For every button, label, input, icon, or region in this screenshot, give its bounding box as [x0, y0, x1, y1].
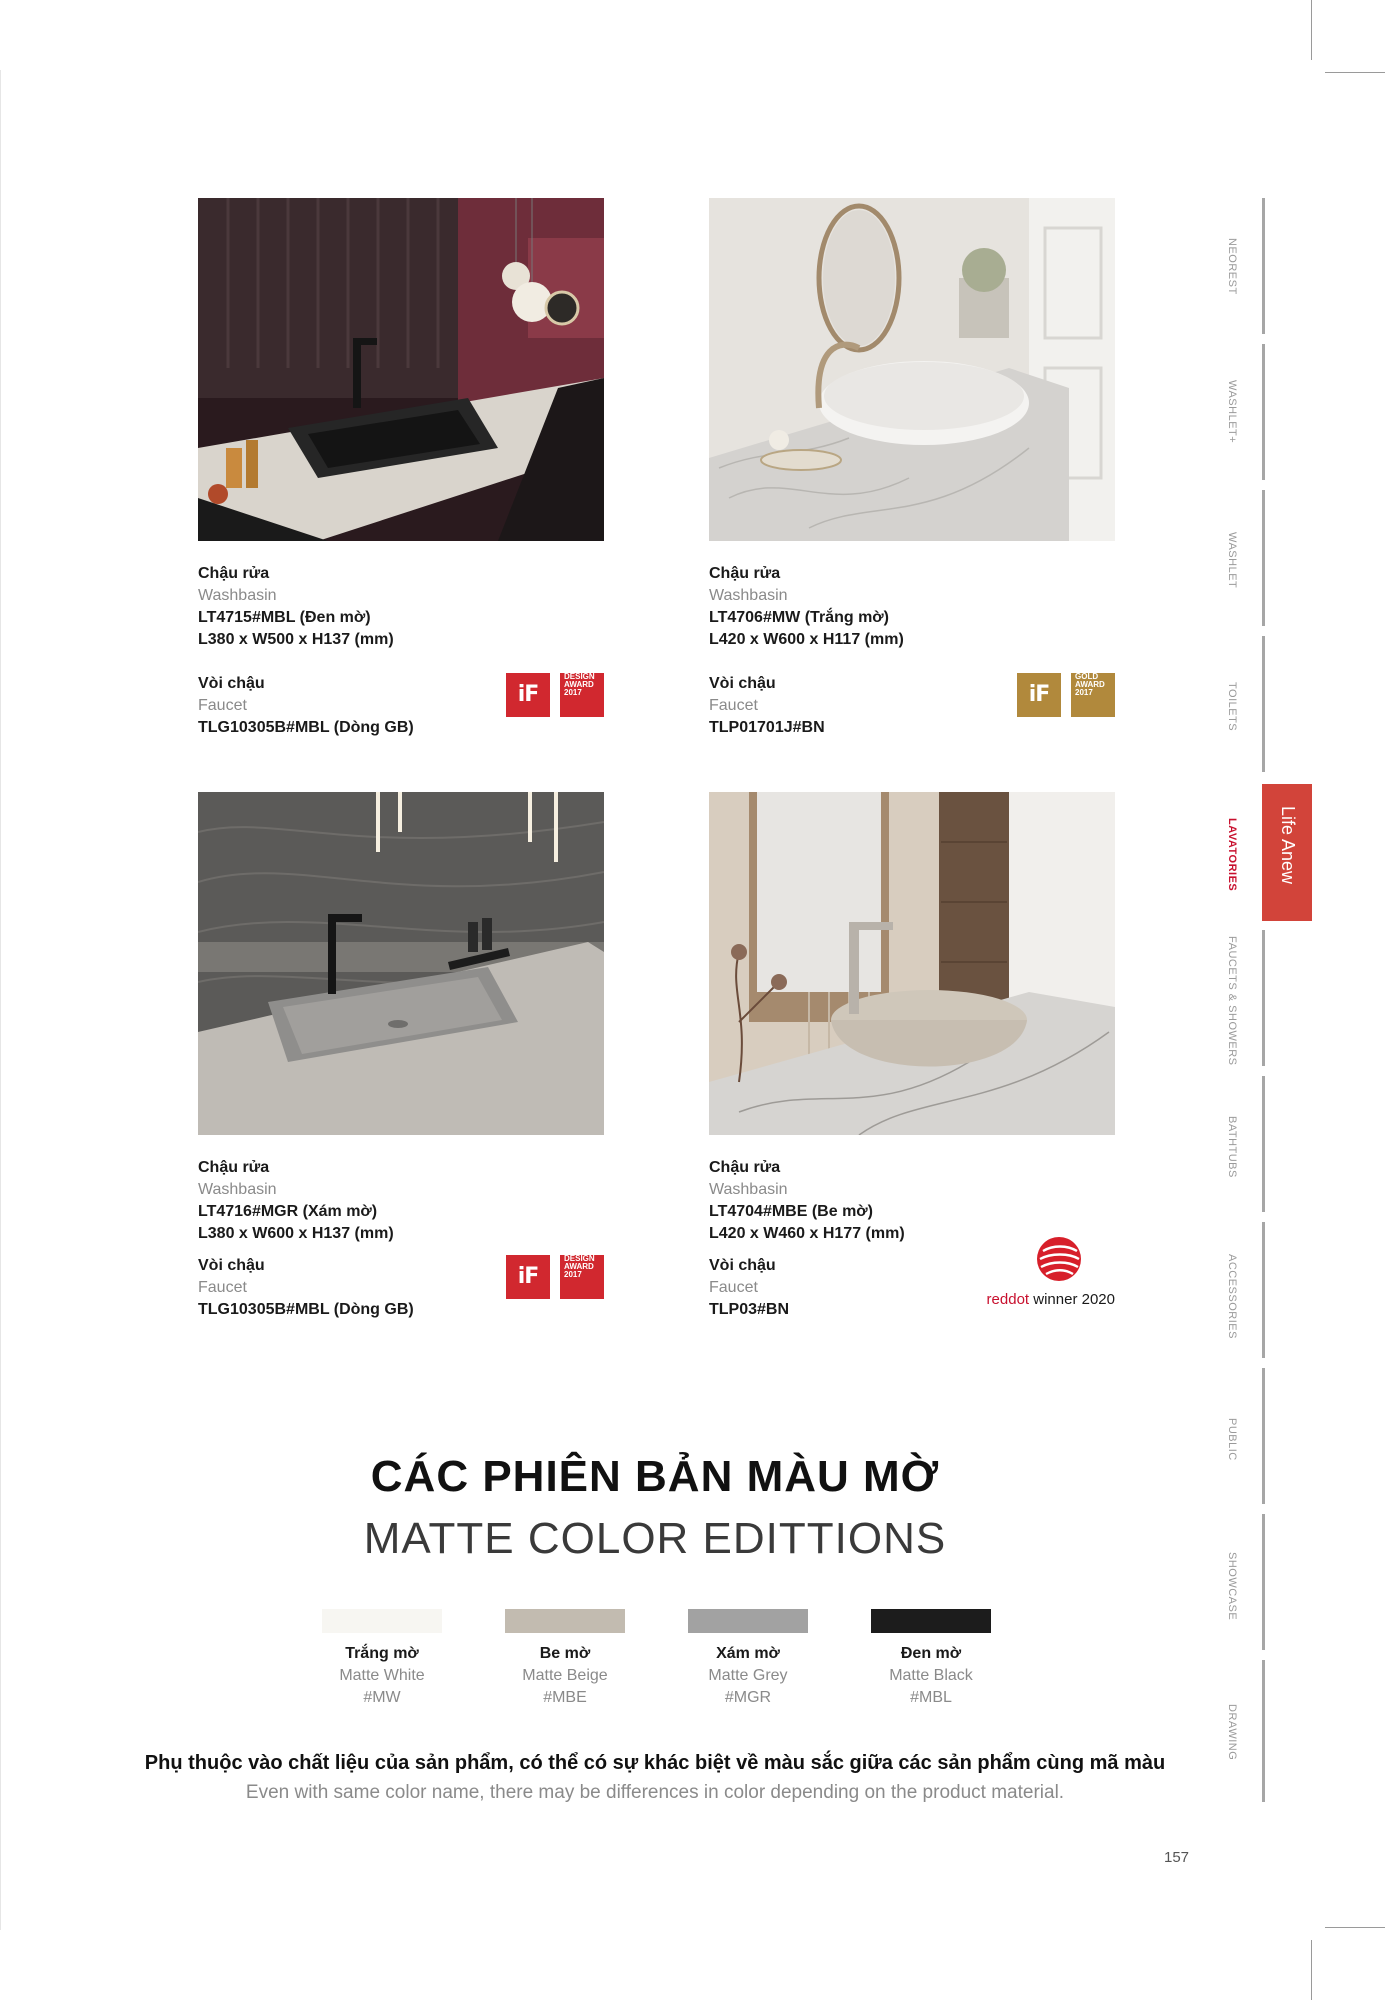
- product-info: [198, 1157, 604, 1321]
- if-gold-award-badge: [1017, 673, 1115, 717]
- product-photo-black-basin: [198, 198, 604, 541]
- product-card-2: [709, 198, 1115, 739]
- basin-code: LT4716#MGR (Xám mờ): [198, 1203, 378, 1220]
- basin-code: LT4715#MBL (Đen mờ): [198, 609, 371, 626]
- swatch-matte-white: [322, 1609, 442, 1709]
- product-info: [709, 1157, 1115, 1321]
- swatch-code: #MGR: [724, 1689, 772, 1706]
- faucet-code: TLP01701J#BN: [709, 719, 825, 736]
- side-nav-bar: [1262, 930, 1265, 1066]
- swatch-name-vi: Be mờ: [539, 1645, 591, 1662]
- if-logo-icon: iF: [1017, 673, 1061, 717]
- faucet-label: Vòi chậu: [709, 1257, 776, 1274]
- swatch-matte-beige: [505, 1609, 625, 1709]
- product-card-3: [198, 792, 604, 1321]
- swatch-code: #MBL: [910, 1689, 952, 1706]
- side-nav-bar: [1262, 1660, 1265, 1802]
- faucet-label: Vòi chậu: [198, 1257, 265, 1274]
- color-note-vi: Phụ thuộc vào chất liệu của sản phẩm, có thể có sự khác biệt về màu sắc giữa các sản phẩm cùng mã màu: [144, 1752, 1166, 1774]
- swatch-name-en: Matte Beige: [522, 1667, 608, 1684]
- swatch-name-en: Matte Black: [889, 1667, 973, 1684]
- basin-label-en: Washbasin: [709, 587, 788, 604]
- faucet-label-en: Faucet: [198, 1279, 247, 1296]
- faucet-label-en: Faucet: [198, 697, 247, 714]
- faucet-label-en: Faucet: [709, 697, 758, 714]
- active-section-tab[interactable]: [1262, 784, 1312, 921]
- basin-label: Chậu rửa: [709, 565, 781, 582]
- basin-code: LT4704#MBE (Be mờ): [709, 1203, 874, 1220]
- swatch-name-vi: Trắng mờ: [345, 1645, 419, 1662]
- basin-label: Chậu rửa: [198, 1159, 270, 1176]
- swatch-name-en: Matte White: [339, 1667, 425, 1684]
- product-photo-grey-basin: [198, 792, 604, 1135]
- basin-label-en: Washbasin: [198, 587, 277, 604]
- side-nav-bar: [1262, 1368, 1265, 1504]
- faucet-code: TLG10305B#MBL (Dòng GB): [198, 1301, 414, 1318]
- reddot-award-badge: [975, 1235, 1115, 1311]
- page-edge: [0, 70, 1, 1930]
- basin-dimensions: L420 x W600 x H117 (mm): [709, 631, 904, 648]
- faucet-label: Vòi chậu: [198, 675, 265, 692]
- basin-label: Chậu rửa: [198, 565, 270, 582]
- basin-label-en: Washbasin: [709, 1181, 788, 1198]
- section-subtitle: MATTE COLOR EDITTIONS: [363, 1514, 947, 1563]
- product-info: [709, 563, 1115, 739]
- swatch-code: #MW: [363, 1689, 401, 1706]
- reddot-logo-icon: [1035, 1235, 1083, 1283]
- page-number: 157: [1164, 1849, 1190, 1866]
- side-nav-bar: [1262, 636, 1265, 772]
- active-section-tab-label: Life Anew: [1278, 806, 1298, 885]
- product-info: [198, 563, 604, 739]
- color-note-en: Even with same color name, there may be differences in color depending on the product material.: [245, 1782, 1065, 1803]
- award-text: DESIGN AWARD 2017: [560, 673, 604, 717]
- basin-dimensions: L380 x W500 x H137 (mm): [198, 631, 394, 648]
- side-nav-bar: [1262, 1076, 1265, 1212]
- product-photo-white-basin: [709, 198, 1115, 541]
- basin-code: LT4706#MW (Trắng mờ): [709, 609, 889, 626]
- basin-dimensions: L420 x W460 x H177 (mm): [709, 1225, 905, 1242]
- product-photo-beige-basin: [709, 792, 1115, 1135]
- if-logo-icon: iF: [506, 673, 550, 717]
- swatch-matte-black: [871, 1609, 991, 1709]
- section-title: CÁC PHIÊN BẢN MÀU MỜ: [370, 1452, 940, 1501]
- swatch-code: #MBE: [543, 1689, 587, 1706]
- crop-mark: [1325, 1927, 1385, 1928]
- swatch-name-vi: Đen mờ: [900, 1645, 962, 1662]
- color-chip: [505, 1609, 625, 1633]
- product-card-1: [198, 198, 604, 739]
- faucet-label: Vòi chậu: [709, 675, 776, 692]
- color-chip: [871, 1609, 991, 1633]
- swatch-matte-grey: [688, 1609, 808, 1709]
- if-design-award-badge: [506, 1255, 604, 1299]
- faucet-code: TLP03#BN: [709, 1301, 790, 1318]
- faucet-code: TLG10305B#MBL (Dòng GB): [198, 719, 414, 736]
- crop-mark: [1311, 0, 1312, 60]
- award-text: GOLD AWARD 2017: [1071, 673, 1115, 717]
- side-nav-bar: [1262, 490, 1265, 626]
- side-nav-bar: [1262, 1514, 1265, 1650]
- side-nav-bar: [1262, 1222, 1265, 1358]
- crop-mark: [1311, 1940, 1312, 2000]
- basin-dimensions: L380 x W600 x H137 (mm): [198, 1225, 394, 1242]
- faucet-label-en: Faucet: [709, 1279, 758, 1296]
- product-card-4: [709, 792, 1115, 1321]
- if-design-award-badge: [506, 673, 604, 717]
- basin-label-en: Washbasin: [198, 1181, 277, 1198]
- side-nav-bar: [1262, 344, 1265, 480]
- swatch-name-en: Matte Grey: [708, 1667, 788, 1684]
- basin-label: Chậu rửa: [709, 1159, 781, 1176]
- side-nav-bar: [1262, 198, 1265, 334]
- color-chip: [688, 1609, 808, 1633]
- color-chip: [322, 1609, 442, 1633]
- reddot-text: reddot winner 2020: [986, 1291, 1115, 1308]
- if-logo-icon: iF: [506, 1255, 550, 1299]
- award-text: DESIGN AWARD 2017: [560, 1255, 604, 1299]
- crop-mark: [1325, 72, 1385, 73]
- swatch-name-vi: Xám mờ: [716, 1645, 780, 1662]
